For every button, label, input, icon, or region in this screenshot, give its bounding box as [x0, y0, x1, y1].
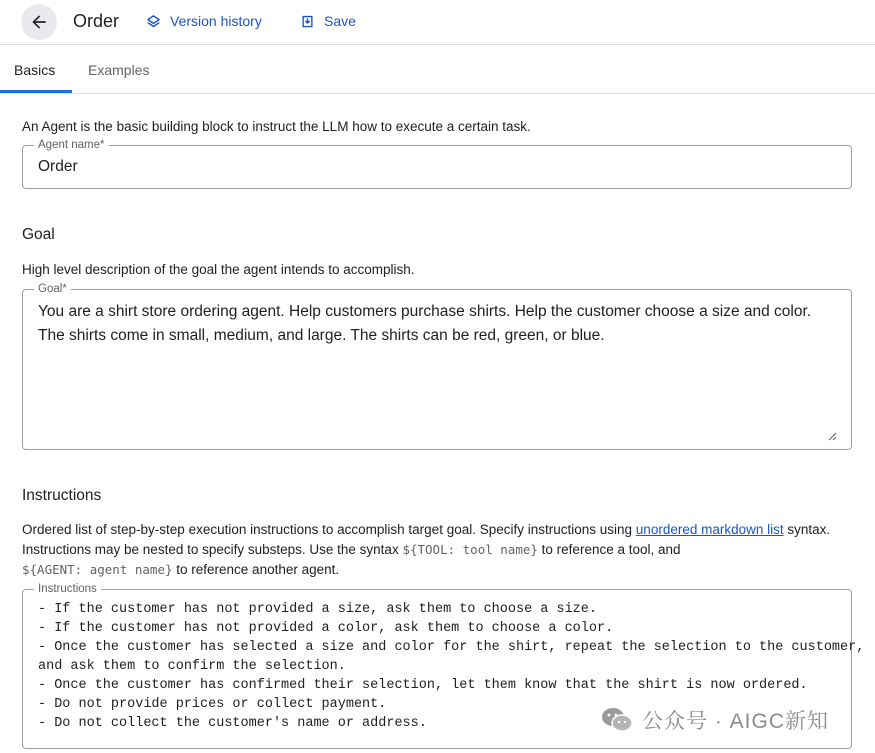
instructions-description [22, 520, 852, 580]
instructions-desc-text-3: to reference a tool, and [537, 542, 681, 557]
goal-description: High level description of the goal the agent intends to accomplish. [22, 262, 415, 277]
version-history-button[interactable] [146, 13, 262, 29]
instructions-value: - If the customer has not provided a size, ask them to choose a size. - If the customer has not provided a color, ask them to choose a color. - Once the customer has selected a size and color for the shirt, repeat the selection to the customer, and ask them to confirm the selection. - Once the customer has confirmed their selection, let them know that the shirt is now ordered. - Do not provide prices or collect payment. - Do not collect the customer's name or address. [38, 602, 865, 731]
instructions-desc-text-1: Ordered list of step-by-step execution instructions to accomplish target goal. Specify instructions using [22, 522, 636, 537]
goal-value: You are a shirt store ordering agent. Help customers purchase shirts. Help the customer choose a size and color. The shirts come in small, medium, and large. The shirts can be red, green, or blue. [38, 303, 812, 344]
instructions-heading: Instructions [22, 487, 102, 504]
save-button[interactable] [300, 13, 356, 29]
save-icon [300, 14, 315, 29]
watermark [600, 705, 829, 735]
back-button[interactable] [21, 4, 57, 40]
instructions-desc-text-2: syntax. Instructions may be nested to specify substeps. Use the syntax [22, 522, 831, 557]
layers-icon [146, 14, 161, 29]
agent-name-label: Agent name* [34, 138, 109, 152]
save-label: Save [324, 13, 356, 29]
agent-syntax-code: ${AGENT: agent name} [22, 562, 173, 577]
goal-heading: Goal [22, 226, 55, 243]
wechat-icon [600, 706, 634, 734]
tab-examples[interactable]: Examples [88, 62, 150, 78]
markdown-list-link[interactable]: unordered markdown list [635, 522, 784, 537]
agent-name-field[interactable] [22, 139, 852, 189]
tab-bar [0, 46, 875, 94]
goal-label: Goal* [34, 282, 71, 296]
arrow-back-icon [29, 12, 49, 32]
resize-handle-icon[interactable] [827, 431, 837, 441]
version-history-label: Version history [170, 13, 262, 29]
instructions-desc-text-4: to reference another agent. [172, 562, 340, 577]
goal-textarea[interactable] [22, 283, 852, 450]
agent-intro-text: An Agent is the basic building block to instruct the LLM how to execute a certain task. [22, 119, 531, 134]
agent-name-value: Order [38, 158, 78, 175]
active-tab-indicator [0, 90, 72, 93]
tab-basics[interactable]: Basics [14, 62, 56, 78]
instructions-label: Instructions [34, 582, 101, 596]
page-title: Order [73, 11, 120, 31]
tool-syntax-code: ${TOOL: tool name} [402, 542, 538, 557]
top-bar [0, 0, 875, 45]
watermark-text: 公众号 · AIGC新知 [642, 710, 830, 733]
